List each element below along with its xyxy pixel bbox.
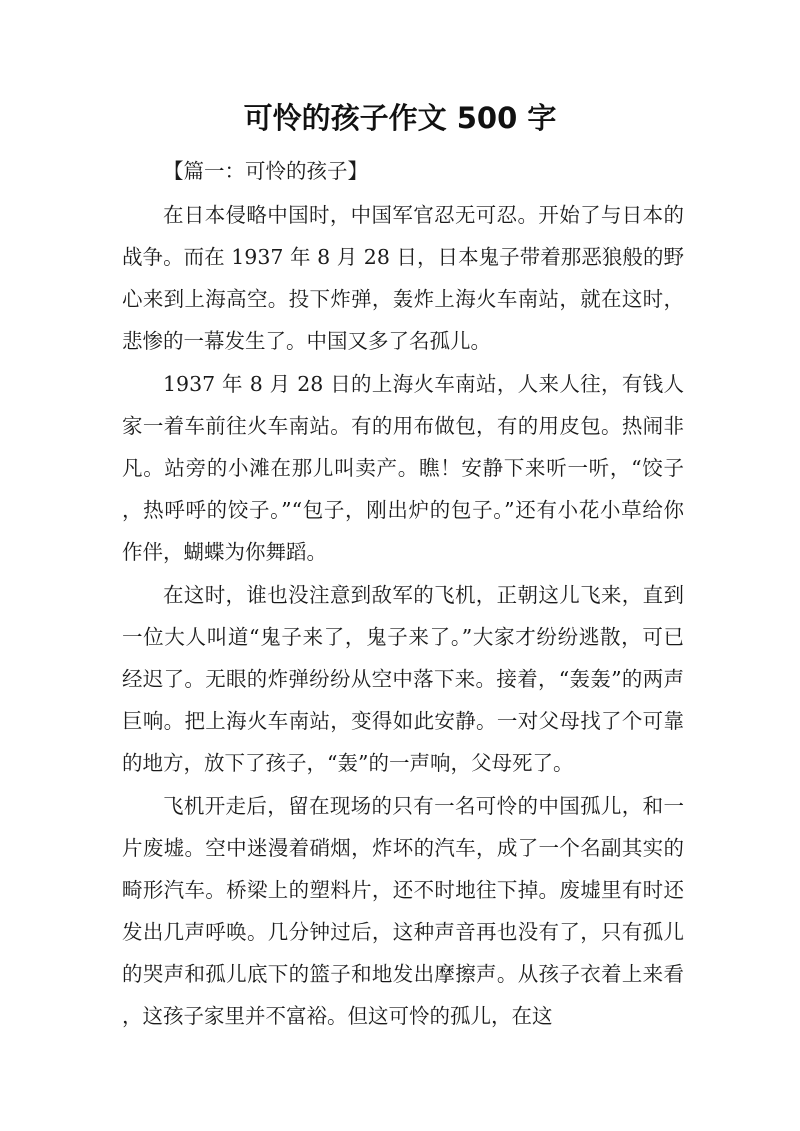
paragraph-2: 1937 年 8 月 28 日的上海火车南站，人来人往，有钱人家一着车前往火车南站。有的用布做包，有的用皮包。热闹非凡。站旁的小滩在那儿叫卖产。瞧！安静下来听一听，“饺子，热呼呼的饺子。”“包子，刚出炉的包子。”还有小花小草给你作伴，蝴蝶为你舞蹈。 <box>122 372 684 564</box>
paragraph-4: 飞机开走后，留在现场的只有一名可怜的中国孤儿，和一片废墟。空中迷漫着硝烟，炸坏的汽车，成了一个名副其实的畸形汽车。桥梁上的塑料片，还不时地往下掉。废墟里有时还发出几声呼唤。几分钟过后，这种声音再也没有了，只有孤儿的哭声和孤儿底下的篮子和地发出摩擦声。从孩子衣着上来看，这孩子家里并不富裕。但这可怜的孤儿，在这 <box>122 794 684 1028</box>
document-body <box>122 150 684 1038</box>
paragraph-1: 在日本侵略中国时，中国军官忍无可忍。开始了与日本的战争。而在 1937 年 8 月 28 日，日本鬼子带着那恶狼般的野心来到上海高空。投下炸弹，轰炸上海火车南站，就在这时，悲惨的一幕发生了。中国又多了名孤儿。 <box>122 203 684 353</box>
document-title: 可怜的孩子作文 500 字 <box>243 101 557 135</box>
section-heading: 【篇一：可怜的孩子】 <box>163 159 368 183</box>
paragraph-3: 在这时，谁也没注意到敌军的飞机，正朝这儿飞来，直到一位大人叫道“鬼子来了，鬼子来了。”大家才纷纷逃散，可已经迟了。无眼的炸弹纷纷从空中落下来。接着，“轰轰”的两声巨响。把上海火车南站，变得如此安静。一对父母找了个可靠的地方，放下了孩子，“轰”的一声响，父母死了。 <box>122 583 684 775</box>
